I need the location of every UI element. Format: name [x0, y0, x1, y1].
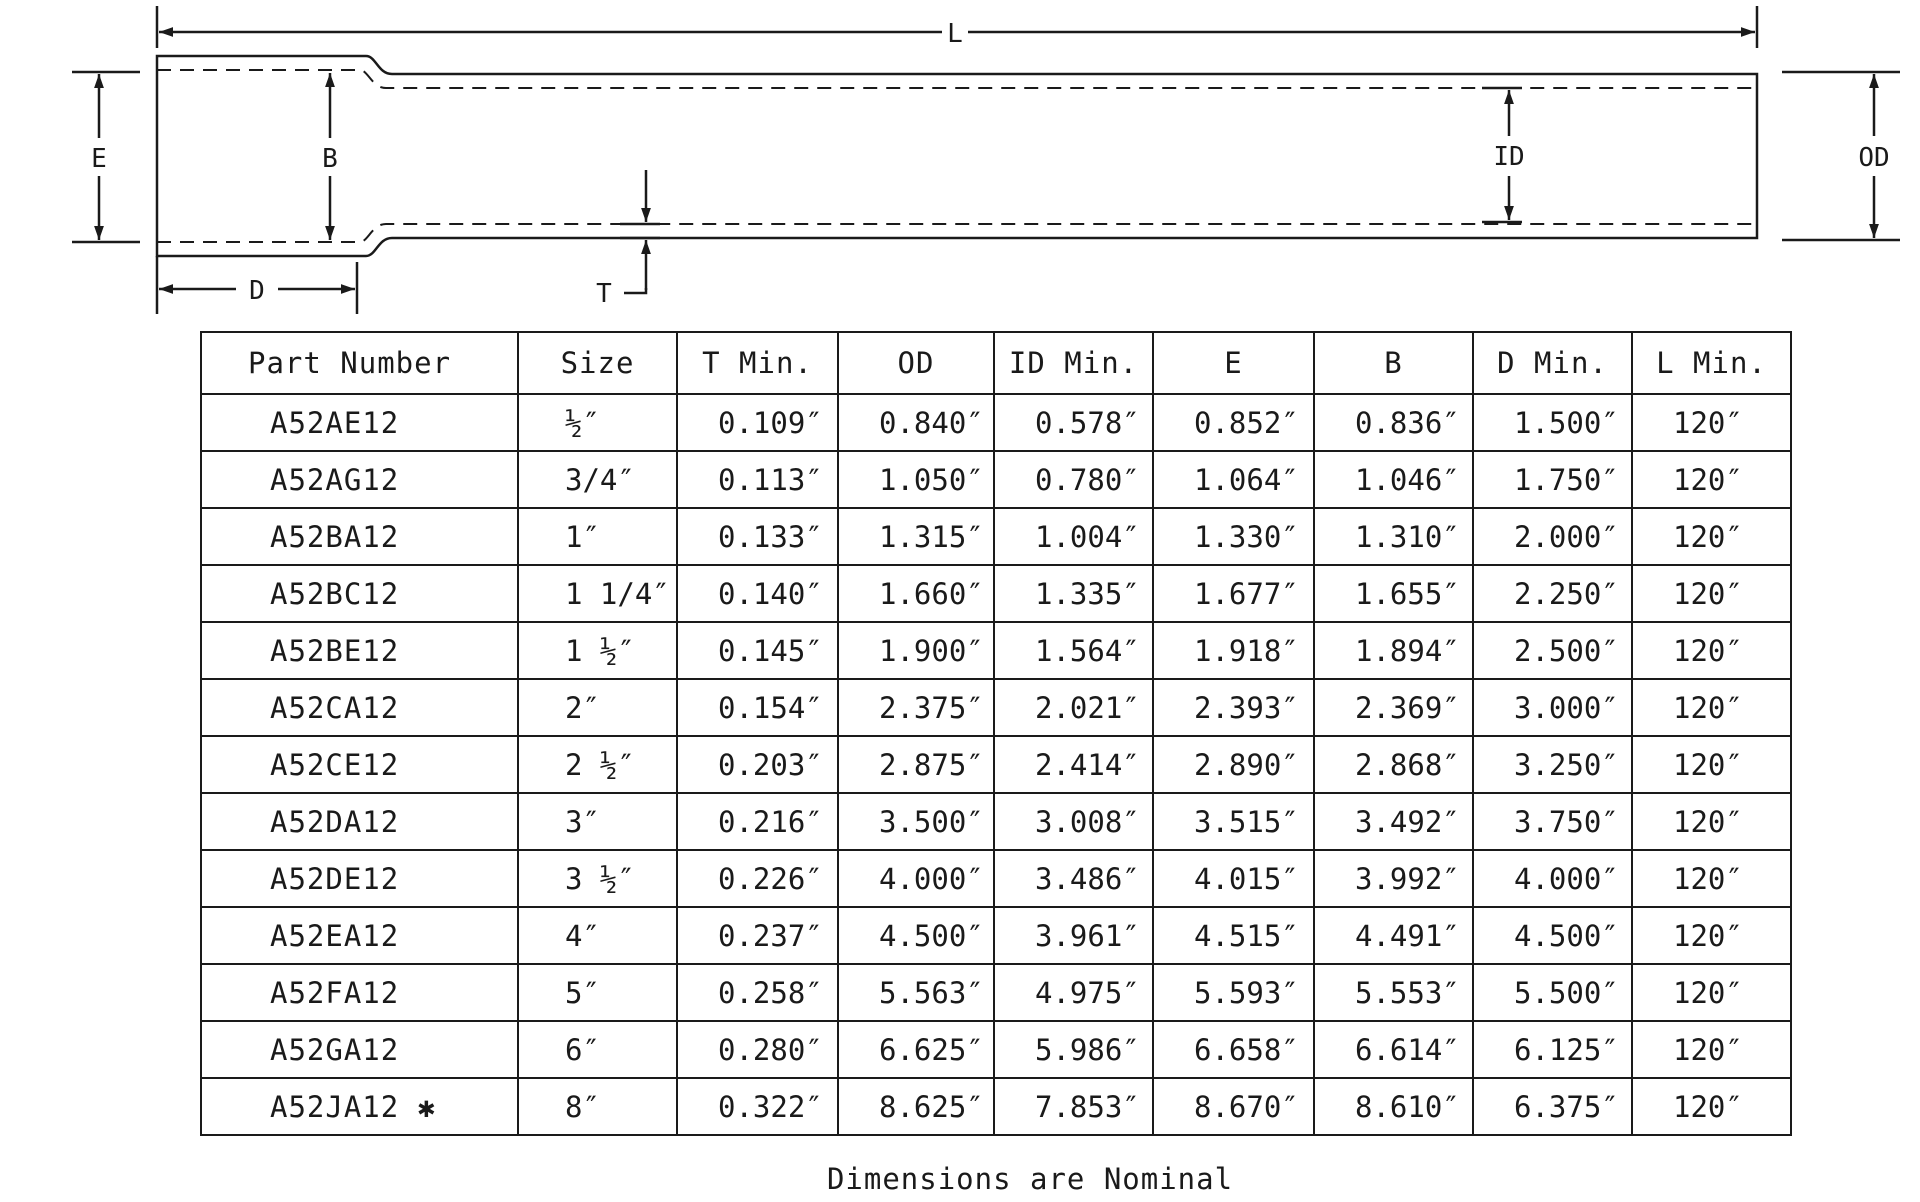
cell-l-min: 120″ [1632, 508, 1791, 565]
cell-l-min: 120″ [1632, 394, 1791, 451]
table-row [201, 451, 1791, 508]
cell-part-number: A52JA12 ✱ [201, 1078, 518, 1135]
table-row [201, 964, 1791, 1021]
cell-l-min: 120″ [1632, 679, 1791, 736]
cell-part-number: A52AG12 [201, 451, 518, 508]
cell-d-min: 3.750″ [1473, 793, 1632, 850]
cell-e: 6.658″ [1153, 1021, 1314, 1078]
header-id-min: ID Min. [994, 332, 1153, 394]
cell-part-number: A52GA12 [201, 1021, 518, 1078]
cell-size: 1″ [518, 508, 677, 565]
cell-d-min: 5.500″ [1473, 964, 1632, 1021]
table-row [201, 907, 1791, 964]
cell-size: 6″ [518, 1021, 677, 1078]
cell-size: 1 1/4″ [518, 565, 677, 622]
cell-od: 2.375″ [838, 679, 994, 736]
l-dimension-label: L [947, 19, 963, 49]
cell-e: 2.393″ [1153, 679, 1314, 736]
cell-id-min: 1.564″ [994, 622, 1153, 679]
table-body [201, 394, 1791, 1135]
cell-b: 1.310″ [1314, 508, 1473, 565]
header-l-min: L Min. [1632, 332, 1791, 394]
cell-e: 1.677″ [1153, 565, 1314, 622]
cell-b: 5.553″ [1314, 964, 1473, 1021]
id-dimension-label: ID [1493, 142, 1525, 172]
od-dimension-label: OD [1858, 143, 1890, 173]
table-row [201, 736, 1791, 793]
cell-id-min: 3.008″ [994, 793, 1153, 850]
cell-b: 2.369″ [1314, 679, 1473, 736]
cell-b: 3.992″ [1314, 850, 1473, 907]
header-b: B [1314, 332, 1473, 394]
cell-od: 4.500″ [838, 907, 994, 964]
table-header-row [201, 332, 1791, 394]
cell-d-min: 6.125″ [1473, 1021, 1632, 1078]
cell-od: 2.875″ [838, 736, 994, 793]
cell-t-min: 0.154″ [677, 679, 838, 736]
cell-l-min: 120″ [1632, 907, 1791, 964]
cell-size: 1 ½″ [518, 622, 677, 679]
bell-inner-bottom-hidden-line [157, 224, 1757, 242]
cell-t-min: 0.140″ [677, 565, 838, 622]
cell-t-min: 0.216″ [677, 793, 838, 850]
cell-size: 4″ [518, 907, 677, 964]
cell-id-min: 0.780″ [994, 451, 1153, 508]
cell-od: 1.315″ [838, 508, 994, 565]
cell-t-min: 0.109″ [677, 394, 838, 451]
cell-size: 2 ½″ [518, 736, 677, 793]
cell-e: 4.015″ [1153, 850, 1314, 907]
bell-inner-top-hidden-line [157, 70, 1757, 88]
conduit-dimension-drawing [0, 0, 1920, 320]
cell-part-number: A52DA12 [201, 793, 518, 850]
cell-size: 2″ [518, 679, 677, 736]
table-row [201, 622, 1791, 679]
cell-part-number: A52BE12 [201, 622, 518, 679]
table-row [201, 679, 1791, 736]
header-d-min: D Min. [1473, 332, 1632, 394]
cell-part-number: A52FA12 [201, 964, 518, 1021]
cell-part-number: A52EA12 [201, 907, 518, 964]
cell-d-min: 6.375″ [1473, 1078, 1632, 1135]
cell-b: 0.836″ [1314, 394, 1473, 451]
cell-l-min: 120″ [1632, 451, 1791, 508]
cell-part-number: A52AE12 [201, 394, 518, 451]
cell-e: 1.064″ [1153, 451, 1314, 508]
cell-od: 0.840″ [838, 394, 994, 451]
table-row [201, 1078, 1791, 1135]
table-row [201, 793, 1791, 850]
cell-od: 1.660″ [838, 565, 994, 622]
b-dimension-label: B [322, 144, 338, 174]
cell-od: 4.000″ [838, 850, 994, 907]
cell-e: 3.515″ [1153, 793, 1314, 850]
cell-b: 2.868″ [1314, 736, 1473, 793]
header-t-min: T Min. [677, 332, 838, 394]
cell-part-number: A52DE12 [201, 850, 518, 907]
cell-e: 8.670″ [1153, 1078, 1314, 1135]
cell-od: 5.563″ [838, 964, 994, 1021]
cell-id-min: 2.021″ [994, 679, 1153, 736]
cell-d-min: 2.500″ [1473, 622, 1632, 679]
cell-id-min: 3.486″ [994, 850, 1153, 907]
cell-l-min: 120″ [1632, 1078, 1791, 1135]
cell-d-min: 2.000″ [1473, 508, 1632, 565]
cell-d-min: 3.250″ [1473, 736, 1632, 793]
cell-l-min: 120″ [1632, 850, 1791, 907]
e-dimension-label: E [91, 144, 107, 174]
header-od: OD [838, 332, 994, 394]
cell-t-min: 0.322″ [677, 1078, 838, 1135]
cell-id-min: 4.975″ [994, 964, 1153, 1021]
cell-t-min: 0.113″ [677, 451, 838, 508]
cell-t-min: 0.258″ [677, 964, 838, 1021]
cell-od: 6.625″ [838, 1021, 994, 1078]
cell-part-number: A52CA12 [201, 679, 518, 736]
table-row [201, 508, 1791, 565]
d-dimension-label: D [249, 276, 265, 306]
cell-size: ½″ [518, 394, 677, 451]
cell-d-min: 1.500″ [1473, 394, 1632, 451]
cell-b: 1.046″ [1314, 451, 1473, 508]
cell-b: 1.655″ [1314, 565, 1473, 622]
cell-l-min: 120″ [1632, 622, 1791, 679]
conduit-spec-table [200, 331, 1792, 1136]
cell-t-min: 0.203″ [677, 736, 838, 793]
cell-b: 8.610″ [1314, 1078, 1473, 1135]
cell-l-min: 120″ [1632, 964, 1791, 1021]
cell-b: 4.491″ [1314, 907, 1473, 964]
cell-size: 8″ [518, 1078, 677, 1135]
cell-l-min: 120″ [1632, 736, 1791, 793]
cell-od: 1.900″ [838, 622, 994, 679]
cell-id-min: 0.578″ [994, 394, 1153, 451]
cell-e: 5.593″ [1153, 964, 1314, 1021]
cell-size: 3″ [518, 793, 677, 850]
cell-b: 6.614″ [1314, 1021, 1473, 1078]
cell-t-min: 0.226″ [677, 850, 838, 907]
cell-id-min: 2.414″ [994, 736, 1153, 793]
cell-id-min: 5.986″ [994, 1021, 1153, 1078]
cell-part-number: A52BA12 [201, 508, 518, 565]
cell-od: 1.050″ [838, 451, 994, 508]
cell-od: 8.625″ [838, 1078, 994, 1135]
cell-l-min: 120″ [1632, 793, 1791, 850]
cell-od: 3.500″ [838, 793, 994, 850]
table-row [201, 1021, 1791, 1078]
cell-l-min: 120″ [1632, 1021, 1791, 1078]
table-row [201, 394, 1791, 451]
header-size: Size [518, 332, 677, 394]
t-dimension-leader [624, 288, 646, 293]
t-dimension-label: T [596, 279, 612, 309]
header-e: E [1153, 332, 1314, 394]
cell-b: 3.492″ [1314, 793, 1473, 850]
cell-t-min: 0.145″ [677, 622, 838, 679]
cell-e: 1.918″ [1153, 622, 1314, 679]
cell-size: 5″ [518, 964, 677, 1021]
cell-id-min: 1.004″ [994, 508, 1153, 565]
cell-d-min: 3.000″ [1473, 679, 1632, 736]
cell-size: 3/4″ [518, 451, 677, 508]
cell-size: 3 ½″ [518, 850, 677, 907]
cell-id-min: 3.961″ [994, 907, 1153, 964]
cell-e: 2.890″ [1153, 736, 1314, 793]
cell-d-min: 2.250″ [1473, 565, 1632, 622]
cell-part-number: A52CE12 [201, 736, 518, 793]
cell-d-min: 1.750″ [1473, 451, 1632, 508]
cell-l-min: 120″ [1632, 565, 1791, 622]
table-row [201, 850, 1791, 907]
dimensions-note: Dimensions are Nominal [826, 1162, 1234, 1196]
cell-t-min: 0.237″ [677, 907, 838, 964]
cell-t-min: 0.280″ [677, 1021, 838, 1078]
cell-id-min: 7.853″ [994, 1078, 1153, 1135]
cell-e: 1.330″ [1153, 508, 1314, 565]
cell-d-min: 4.500″ [1473, 907, 1632, 964]
cell-e: 0.852″ [1153, 394, 1314, 451]
header-part-number: Part Number [201, 332, 518, 394]
cell-b: 1.894″ [1314, 622, 1473, 679]
cell-id-min: 1.335″ [994, 565, 1153, 622]
cell-part-number: A52BC12 [201, 565, 518, 622]
cell-e: 4.515″ [1153, 907, 1314, 964]
cell-d-min: 4.000″ [1473, 850, 1632, 907]
table-row [201, 565, 1791, 622]
cell-t-min: 0.133″ [677, 508, 838, 565]
